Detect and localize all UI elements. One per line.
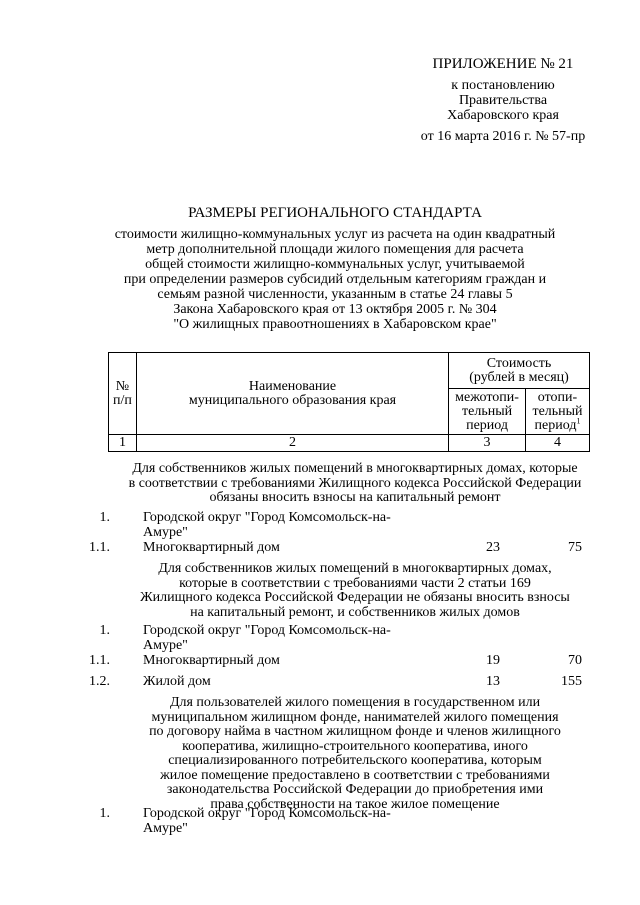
row-name-line: Городской округ "Город Комсомольск-на- — [143, 623, 391, 638]
col-name-label: Наименование — [248, 378, 337, 394]
table-row — [0, 510, 640, 540]
row-name-line: Городской округ "Город Комсомольск-на- — [143, 510, 391, 525]
col-number-label: № — [115, 378, 130, 394]
cost-units: (рублей в месяц) — [469, 369, 569, 385]
appendix-heading: ПРИЛОЖЕНИЕ № 21 — [432, 56, 574, 72]
section-heading — [100, 562, 610, 620]
subtitle-line: семьям разной численности, указанным в статье 24 главы 5 — [157, 287, 513, 302]
col-name-header — [136, 353, 448, 435]
subtitle-line: общей стоимости жилищно-коммунальных услуг, учитываемой — [145, 257, 525, 272]
footnote-mark: 1 — [576, 415, 581, 425]
row-name — [143, 510, 433, 540]
value-heating: 75 — [568, 540, 582, 555]
row-number: 1.1. — [89, 540, 110, 555]
heat-line: отопи- — [537, 389, 578, 405]
table-row — [0, 623, 640, 653]
col-number-sublabel: п/п — [113, 392, 132, 408]
column-number: 3 — [449, 435, 526, 452]
nonheat-line: период — [466, 417, 508, 433]
table-row — [0, 674, 640, 692]
section-line: муниципальном жилищном фонде, нанимателей жилого помещения — [151, 709, 559, 725]
appendix-line: Хабаровского края — [447, 108, 559, 123]
section-line: жилое помещение предоставлено в соответствии с требованиями — [160, 767, 550, 783]
section-heading — [100, 462, 610, 506]
row-name-line: Амуре" — [143, 525, 188, 540]
heat-line — [526, 415, 589, 433]
column-number: 2 — [136, 435, 448, 452]
section-line: в соответствии с требованиями Жилищного кодекса Российской Федерации — [128, 475, 582, 491]
section-line: права собственности на такое жилое помещение — [210, 796, 500, 812]
section-line: специализированного потребительского кооператива, которым — [168, 753, 542, 768]
row-number: 1. — [99, 806, 110, 821]
col-cost-header — [449, 353, 590, 389]
value-heating: 70 — [568, 653, 582, 668]
section-line: Жилищного кодекса Российской Федерации не обязаны вносить взносы — [140, 590, 570, 605]
subtitle-line: метр дополнительной площади жилого помещения для расчета — [146, 242, 524, 257]
row-name: Многоквартирный дом — [143, 540, 280, 555]
row-name: Жилой дом — [143, 674, 211, 689]
row-name-line: Амуре" — [143, 638, 188, 653]
col-nonheating-header — [449, 389, 526, 435]
appendix-line: к постановлению — [451, 78, 555, 93]
section-line: по договору найма в частном жилищном фонде и членов жилищного — [149, 724, 561, 739]
section-line: которые в соответствии с требованиями части 2 статьи 169 — [179, 575, 531, 591]
table-row — [0, 653, 640, 671]
row-number: 1. — [99, 623, 110, 638]
row-number: 1. — [99, 510, 110, 525]
table-row — [0, 806, 640, 836]
table-row — [0, 540, 640, 558]
subtitle-line: при определении размеров субсидий отдельным категориям граждан и — [123, 272, 547, 287]
row-name — [143, 806, 433, 836]
column-number: 4 — [526, 435, 590, 452]
section-heading — [100, 696, 610, 812]
document-title: РАЗМЕРЫ РЕГИОНАЛЬНОГО СТАНДАРТА — [188, 205, 482, 221]
section-line: кооператива, жилищно-строительного кооператива, иного — [182, 738, 528, 754]
row-name — [143, 623, 433, 653]
subtitle-line: "О жилищных правоотношениях в Хабаровском крае" — [173, 317, 497, 332]
table-header — [108, 352, 590, 452]
value-nonheating: 19 — [486, 653, 500, 668]
section-line: законодательства Российской Федерации до приобретения ими — [166, 782, 544, 797]
value-nonheating: 23 — [486, 540, 500, 555]
appendix-date: от 16 марта 2016 г. № 57-пр — [420, 129, 586, 144]
col-name-sublabel: муниципального образования края — [188, 392, 397, 408]
heat-line: тельный — [532, 403, 583, 419]
row-name-line: Городской округ "Город Комсомольск-на- — [143, 806, 391, 821]
row-number: 1.2. — [89, 674, 110, 689]
heat-line-text: период — [534, 417, 577, 433]
col-heating-header — [526, 389, 590, 435]
subtitle-line: стоимости жилищно-коммунальных услуг из расчета на один квадратный — [114, 227, 556, 242]
nonheat-line: межотопи- — [455, 389, 519, 405]
section-line: на капитальный ремонт, и собственников жилых домов — [190, 604, 520, 620]
section-line: Для собственников жилых помещений в многоквартирных домах, которые — [132, 461, 578, 476]
row-number: 1.1. — [89, 653, 110, 668]
cost-label: Стоимость — [486, 355, 552, 371]
column-number: 1 — [109, 435, 137, 452]
section-line: Для пользователей жилого помещения в государственном или — [169, 695, 541, 710]
col-number-header — [109, 353, 137, 435]
section-line: обязаны вносить взносы на капитальный ремонт — [209, 490, 501, 505]
document-subtitle — [90, 227, 580, 332]
row-name: Многоквартирный дом — [143, 653, 280, 668]
nonheat-line: тельный — [462, 403, 513, 419]
value-nonheating: 13 — [486, 674, 500, 689]
subtitle-line: Закона Хабаровского края от 13 октября 2005 г. № 304 — [173, 302, 497, 317]
appendix-line: Правительства — [458, 93, 548, 108]
value-heating: 155 — [561, 674, 582, 689]
appendix-block — [380, 57, 626, 144]
section-line: Для собственников жилых помещений в многоквартирных домах, — [158, 561, 552, 576]
row-name-line: Амуре" — [143, 821, 188, 836]
